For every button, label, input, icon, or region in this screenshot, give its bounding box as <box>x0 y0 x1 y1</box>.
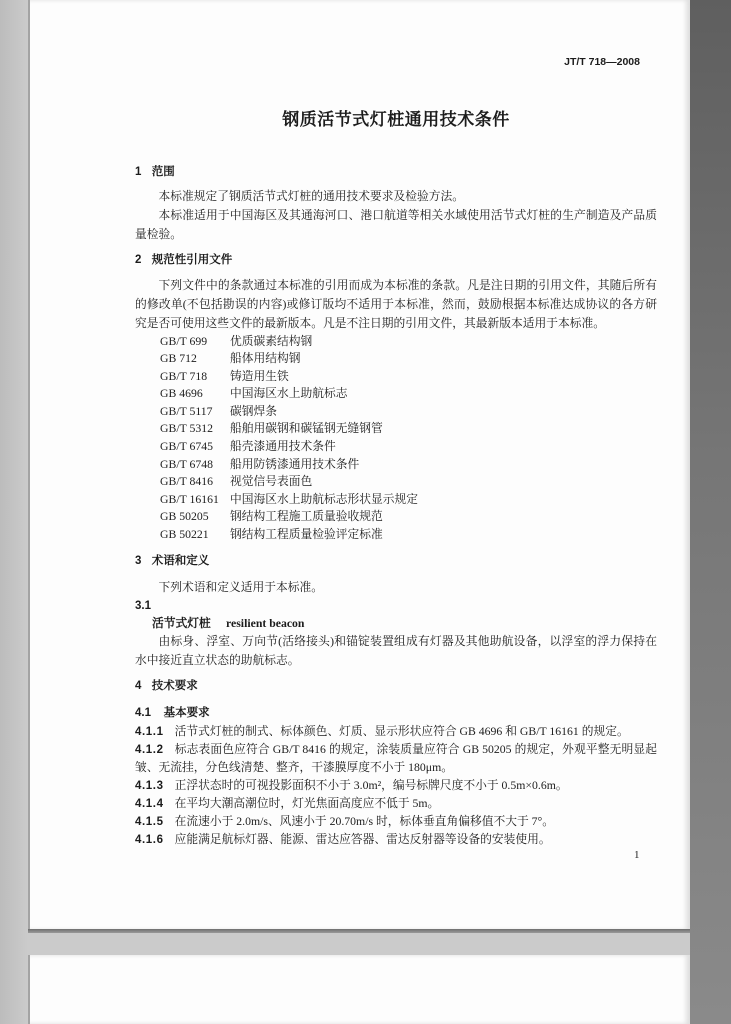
standard-code: JT/T 718—2008 <box>564 56 640 68</box>
reference-title: 中国海区水上助航标志 <box>230 387 348 401</box>
clause <box>135 723 657 741</box>
reference-code: GB/T 699 <box>160 334 208 348</box>
clause-number: 4.1.6 <box>135 833 164 846</box>
reference-title: 中国海区水上助航标志形状显示规定 <box>230 492 418 506</box>
reference-item <box>135 350 657 368</box>
term-entry <box>135 615 657 632</box>
reference-title: 钢结构工程质量检验评定标准 <box>230 528 383 542</box>
viewer-gutter <box>690 0 731 1024</box>
reference-code: GB/T 5312 <box>160 422 213 436</box>
section-number: 4 <box>135 679 142 692</box>
clause-text: 在流速小于 2.0m/s、风速小于 20.70m/s 时，标体垂直角偏移值不大于 7°。 <box>174 814 554 828</box>
document-body <box>135 163 657 849</box>
reference-item <box>135 508 657 526</box>
reference-title: 船舶用碳钢和碳锰钢无缝钢管 <box>230 422 383 436</box>
clause-text: 标志表面色应符合 GB/T 8416 的规定，涂装质量应符合 GB 50205 的规定，外观平整无明显起皱、无流挂，分色线清楚、整齐，干漆膜厚度不小于 180μm。 <box>135 742 657 774</box>
clause <box>135 741 657 777</box>
reference-title: 船体用结构钢 <box>230 352 301 366</box>
reference-title: 视觉信号表面色 <box>230 475 313 489</box>
section-number: 3 <box>135 554 142 567</box>
term-chinese: 活节式灯桩 <box>152 616 211 630</box>
clause <box>135 795 657 813</box>
clause-text: 应能满足航标灯器、能源、雷达应答器、雷达反射器等设备的安装使用。 <box>174 832 551 846</box>
paragraph: 本标准适用于中国海区及其通海河口、港口航道等相关水域使用活节式灯桩的生产制造及产品质量检验。 <box>135 208 657 241</box>
paragraph: 本标准规定了钢质活节式灯桩的通用技术要求及检验方法。 <box>158 189 464 203</box>
clause-text: 在平均大潮高潮位时，灯光焦面高度应不低于 5m。 <box>174 796 440 810</box>
clause-text: 正浮状态时的可视投影面积不小于 3.0m²，编号标牌尺度不小于 0.5m×0.6m。 <box>174 778 568 792</box>
reference-list <box>135 333 657 544</box>
clause <box>135 777 657 795</box>
paragraph: 下列术语和定义适用于本标准。 <box>158 580 323 594</box>
section-title: 技术要求 <box>151 679 198 692</box>
clause <box>135 831 657 849</box>
reference-code: GB/T 6748 <box>160 457 213 471</box>
reference-code: GB/T 6745 <box>160 440 213 454</box>
reference-code: GB 50205 <box>160 510 209 524</box>
reference-code: GB 50221 <box>160 528 209 542</box>
clause-number: 4.1.3 <box>135 779 164 792</box>
term-english: resilient beacon <box>226 616 305 630</box>
paragraph: 下列文件中的条款通过本标准的引用而成为本标准的条款。凡是注日期的引用文件，其随后所有的修改单(不包括勘误的内容)或修订版均不适用于本标准，然而，鼓励根据本标准达成协议的各方研究是否可使用这些文件的最新版本。凡是不注日期的引用文件，其最新版本适用于本标准。 <box>135 278 657 330</box>
reference-item <box>135 385 657 403</box>
section-heading-terms-definitions <box>135 552 657 571</box>
reference-code: GB/T 16161 <box>160 492 219 506</box>
reference-code: GB 712 <box>160 352 197 366</box>
reference-item <box>135 438 657 456</box>
next-page <box>28 955 690 1024</box>
section-heading-normative-references <box>135 251 657 270</box>
section-number: 1 <box>135 165 142 178</box>
reference-item <box>135 456 657 474</box>
reference-item <box>135 333 657 351</box>
reference-item <box>135 420 657 438</box>
clause-number: 4.1.5 <box>135 815 164 828</box>
reference-title: 船壳漆通用技术条件 <box>230 440 336 454</box>
subsection-number: 4.1 <box>135 706 151 719</box>
section-heading-scope <box>135 163 657 182</box>
reference-title: 碳钢焊条 <box>230 404 277 418</box>
reference-title: 优质碳素结构钢 <box>230 334 313 348</box>
section-number: 2 <box>135 253 142 266</box>
reference-code: GB/T 5117 <box>160 404 213 418</box>
document-page <box>28 0 690 930</box>
section-title: 规范性引用文件 <box>151 253 233 266</box>
reference-item <box>135 526 657 544</box>
reference-code: GB 4696 <box>160 387 203 401</box>
clause <box>135 813 657 831</box>
page-number: 1 <box>634 849 640 861</box>
reference-item <box>135 491 657 509</box>
reference-title: 钢结构工程施工质量验收规范 <box>230 510 383 524</box>
clause-number: 4.1.1 <box>135 725 164 738</box>
reference-title: 船用防锈漆通用技术条件 <box>230 457 360 471</box>
section-heading-technical-requirements <box>135 677 657 696</box>
reference-code: GB/T 718 <box>160 369 208 383</box>
document-title: 钢质活节式灯桩通用技术条件 <box>282 110 510 129</box>
reference-item <box>135 473 657 491</box>
clause-text: 活节式灯桩的制式、标体颜色、灯质、显示形状应符合 GB 4696 和 GB/T 16161 的规定。 <box>174 724 629 738</box>
term-definition: 由标身、浮室、万向节(活络接头)和锚锭装置组成有灯器及其他助航设备，以浮室的浮力保持在水中接近直立状态的助航标志。 <box>135 634 657 667</box>
subsection-heading-basic-requirements <box>135 704 657 723</box>
reference-code: GB/T 8416 <box>160 475 213 489</box>
reference-title: 铸造用生铁 <box>230 369 289 383</box>
clause-number: 4.1.2 <box>135 743 164 756</box>
reference-item <box>135 403 657 421</box>
reference-item <box>135 368 657 386</box>
term-number: 3.1 <box>135 599 151 612</box>
page-bottom-edge <box>28 929 690 933</box>
section-title: 术语和定义 <box>151 554 210 567</box>
clause-number: 4.1.4 <box>135 797 164 810</box>
subsection-title: 基本要求 <box>163 706 210 719</box>
section-title: 范围 <box>151 165 175 178</box>
